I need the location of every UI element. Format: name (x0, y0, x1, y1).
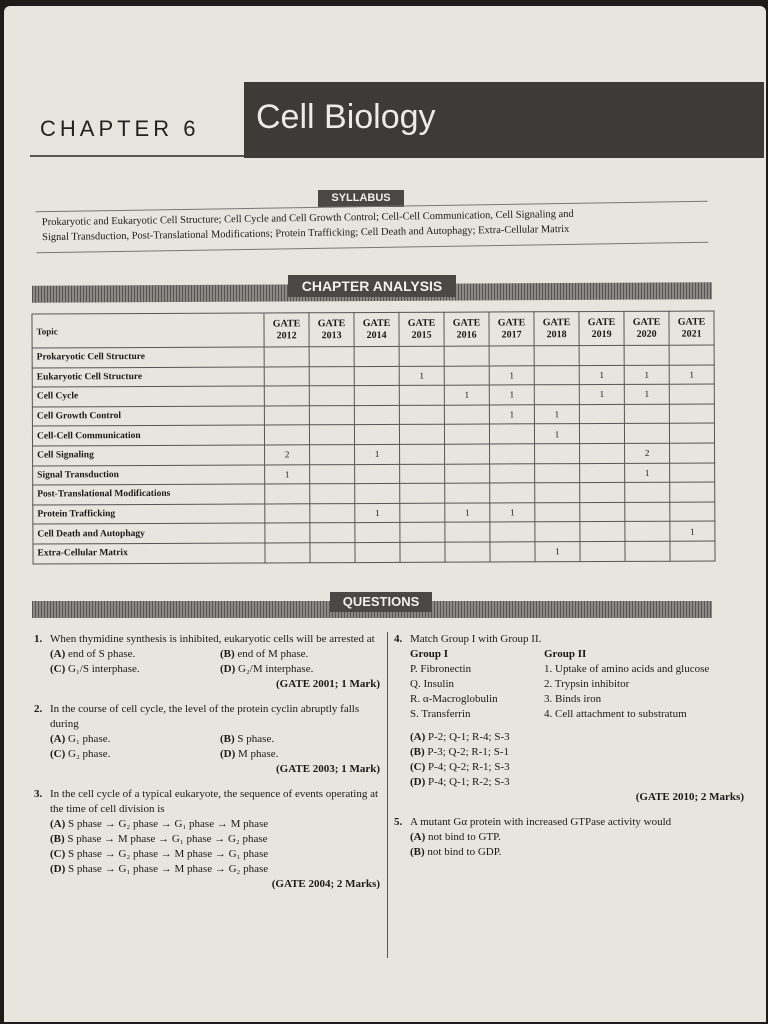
year-header: GATE 2020 (624, 311, 669, 345)
table-row (33, 541, 715, 564)
count-cell (535, 483, 580, 503)
count-cell (445, 522, 490, 542)
count-cell (310, 523, 355, 543)
count-cell: 1 (355, 503, 400, 523)
count-cell: 2 (265, 445, 310, 465)
count-cell (580, 541, 625, 561)
count-cell (534, 365, 579, 385)
count-cell (445, 464, 490, 484)
syllabus-tag: SYLLABUS (318, 190, 404, 207)
count-cell (625, 541, 670, 561)
topic-cell: Cell Cycle (32, 386, 264, 407)
question-4 (394, 632, 748, 805)
count-cell (355, 484, 400, 504)
question-reference: (GATE 2003; 1 Mark) (276, 763, 380, 775)
count-cell (625, 502, 670, 522)
option-d: (D) S phase → G₁ phase → M phase → G₂ phase (50, 863, 269, 875)
option-a: (A) P-2; Q-1; R-4; S-3 (410, 731, 510, 743)
option-b: (B) S phase. (220, 733, 275, 745)
count-cell: 1 (534, 424, 579, 444)
count-cell: 1 (579, 385, 624, 405)
questions-left-column (34, 632, 384, 902)
count-cell (399, 405, 444, 425)
count-cell (490, 463, 535, 483)
count-cell (535, 522, 580, 542)
year-header: GATE 2017 (489, 312, 534, 346)
count-cell: 1 (489, 385, 534, 405)
count-cell (309, 366, 354, 386)
count-cell (670, 443, 715, 463)
count-cell (535, 444, 580, 464)
question-reference: (GATE 2010; 2 Marks) (635, 791, 744, 803)
count-cell: 1 (444, 385, 489, 405)
count-cell: 1 (445, 503, 490, 523)
option-a: (A) G₁ phase. (50, 733, 111, 745)
count-cell (400, 542, 445, 562)
group-1-item: R. α-Macroglobulin (410, 693, 498, 705)
count-cell (309, 347, 354, 367)
question-number: 4. (394, 633, 403, 645)
option-b: (B) P-3; Q-2; R-1; S-1 (410, 746, 510, 758)
count-cell (445, 542, 490, 562)
count-cell: 1 (534, 404, 579, 424)
count-cell: 1 (355, 444, 400, 464)
question-text: When thymidine synthesis is inhibited, eukaryotic cells will be arrested at (50, 633, 375, 645)
count-cell (355, 542, 400, 562)
topic-cell: Prokaryotic Cell Structure (32, 347, 264, 368)
count-cell (399, 346, 444, 366)
question-text: Match Group I with Group II. (410, 633, 542, 645)
count-cell: 1 (625, 463, 670, 483)
count-cell (445, 444, 490, 464)
count-cell (580, 502, 625, 522)
topic-cell: Cell Growth Control (32, 406, 264, 427)
count-cell (354, 386, 399, 406)
count-cell: 2 (625, 443, 670, 463)
count-cell (490, 483, 535, 503)
count-cell (624, 424, 669, 444)
question-text: In the course of cell cycle, the level of the protein cyclin abruptly falls during (50, 703, 360, 730)
topic-cell: Post-Translational Modifications (33, 484, 265, 505)
count-cell (310, 503, 355, 523)
count-cell (310, 543, 355, 563)
count-cell (309, 425, 354, 445)
question-reference: (GATE 2004; 2 Marks) (271, 878, 380, 890)
group-2-item: 4. Cell attachment to substratum (544, 708, 687, 720)
count-cell (489, 424, 534, 444)
count-cell (264, 347, 309, 367)
question-number: 5. (394, 816, 403, 828)
topic-cell: Cell-Cell Communication (32, 425, 264, 446)
count-cell (579, 424, 624, 444)
count-cell (399, 425, 444, 445)
option-c: (C) G₂ phase. (50, 748, 111, 760)
count-cell (400, 464, 445, 484)
question-number: 1. (34, 633, 43, 645)
count-cell (444, 346, 489, 366)
chapter-underline (30, 155, 244, 157)
count-cell (669, 345, 714, 365)
option-a: (A) S phase → G₂ phase → G₁ phase → M phase (50, 818, 269, 830)
count-cell (669, 423, 714, 443)
chapter-analysis-table (31, 311, 715, 565)
count-cell (444, 424, 489, 444)
option-c: (C) P-4; Q-2; R-1; S-3 (410, 761, 510, 773)
count-cell: 1 (535, 542, 580, 562)
option-d: (D) G₂/M interphase. (220, 663, 314, 675)
column-divider (387, 632, 388, 958)
group-1-item: P. Fibronectin (410, 663, 472, 675)
option-b: (B) not bind to GDP. (410, 846, 502, 858)
count-cell (265, 523, 310, 543)
topic-cell: Cell Death and Autophagy (33, 523, 265, 544)
option-c: (C) S phase → G₂ phase → M phase → G₁ phase (50, 848, 269, 860)
count-cell (400, 444, 445, 464)
count-cell (264, 406, 309, 426)
count-cell: 1 (669, 365, 714, 385)
count-cell: 1 (489, 405, 534, 425)
syllabus-line: Signal Transduction, Post-Translational Modifications; Protein Trafficking; Cell Death and Autophagy; Extra-Cellular Matrix (42, 223, 570, 244)
question-2 (34, 702, 384, 777)
count-cell (670, 482, 715, 502)
count-cell (400, 483, 445, 503)
count-cell (535, 463, 580, 483)
count-cell: 1 (265, 464, 310, 484)
count-cell (444, 405, 489, 425)
count-cell (579, 404, 624, 424)
option-b: (B) end of M phase. (220, 648, 309, 660)
count-cell (264, 386, 309, 406)
count-cell (399, 385, 444, 405)
option-a: (A) end of S phase. (50, 648, 136, 660)
year-header: GATE 2014 (354, 312, 399, 346)
chapter-label: CHAPTER 6 (40, 116, 200, 141)
year-header: GATE 2016 (444, 312, 489, 346)
count-cell (534, 385, 579, 405)
question-number: 3. (34, 788, 43, 800)
count-cell (354, 346, 399, 366)
count-cell (264, 366, 309, 386)
count-cell: 1 (670, 521, 715, 541)
group-1-item: Q. Insulin (410, 678, 454, 690)
question-text: A mutant Gα protein with increased GTPase activity would (410, 816, 672, 828)
count-cell (535, 502, 580, 522)
analysis-title: CHAPTER ANALYSIS (288, 275, 456, 297)
count-cell (670, 502, 715, 522)
count-cell (264, 425, 309, 445)
topic-cell: Cell Signaling (33, 445, 265, 466)
year-header: GATE 2021 (669, 311, 714, 345)
count-cell (354, 425, 399, 445)
count-cell: 1 (399, 366, 444, 386)
count-cell: 1 (624, 384, 669, 404)
count-cell (580, 483, 625, 503)
count-cell (670, 463, 715, 483)
count-cell (309, 405, 354, 425)
count-cell (490, 522, 535, 542)
group-1-heading: Group I (410, 648, 449, 660)
count-cell (490, 444, 535, 464)
count-cell (445, 483, 490, 503)
count-cell (489, 346, 534, 366)
question-reference: (GATE 2001; 1 Mark) (276, 678, 380, 690)
question-text: In the cell cycle of a typical eukaryote, the sequence of events operating at the time of cell division is (50, 788, 379, 815)
match-groups (394, 647, 748, 722)
option-b: (B) S phase → M phase → G₁ phase → G₂ phase (50, 833, 268, 845)
group-2-heading: Group II (544, 648, 587, 660)
year-header: GATE 2012 (264, 313, 309, 347)
option-d: (D) M phase. (220, 748, 279, 760)
count-cell (265, 543, 310, 563)
count-cell (355, 464, 400, 484)
question-3 (34, 787, 384, 892)
count-cell: 1 (579, 365, 624, 385)
count-cell (354, 405, 399, 425)
count-cell (310, 464, 355, 484)
syllabus-line: Prokaryotic and Eukaryotic Cell Structure; Cell Cycle and Cell Growth Control; Cell-Cell Communication, Cell Signaling and (41, 208, 574, 229)
count-cell (580, 463, 625, 483)
year-header: GATE 2015 (399, 312, 444, 346)
option-c: (C) G₁/S interphase. (50, 663, 140, 675)
year-header: GATE 2019 (579, 311, 624, 345)
question-number: 2. (34, 703, 43, 715)
group-2-item: 2. Trypsin inhibitor (544, 678, 630, 690)
option-d: (D) P-4; Q-1; R-2; S-3 (410, 776, 510, 788)
questions-title: QUESTIONS (330, 592, 432, 612)
count-cell (400, 523, 445, 543)
option-a: (A) not bind to GTP. (410, 831, 501, 843)
year-header: GATE 2018 (534, 312, 579, 346)
count-cell (310, 445, 355, 465)
count-cell (310, 484, 355, 504)
count-cell: 1 (489, 365, 534, 385)
count-cell (580, 522, 625, 542)
count-cell (265, 484, 310, 504)
count-cell (400, 503, 445, 523)
count-cell (490, 542, 535, 562)
count-cell (670, 541, 715, 561)
topic-cell: Protein Trafficking (33, 504, 265, 525)
count-cell (309, 386, 354, 406)
group-2-item: 3. Binds iron (544, 693, 602, 705)
count-cell (580, 443, 625, 463)
topic-cell: Extra-Cellular Matrix (33, 543, 265, 564)
questions-right-column (394, 632, 748, 870)
table-header-row (32, 311, 714, 348)
count-cell (624, 345, 669, 365)
count-cell (625, 522, 670, 542)
count-cell (625, 482, 670, 502)
count-cell (579, 345, 624, 365)
count-cell (669, 384, 714, 404)
group-1-item: S. Transferrin (410, 708, 471, 720)
count-cell (265, 504, 310, 524)
topic-cell: Signal Transduction (33, 465, 265, 486)
count-cell (355, 523, 400, 543)
count-cell (534, 346, 579, 366)
count-cell (669, 404, 714, 424)
topic-header: Topic (32, 313, 264, 348)
year-header: GATE 2013 (309, 313, 354, 347)
question-5 (394, 815, 748, 860)
question-1 (34, 632, 384, 692)
count-cell: 1 (490, 503, 535, 523)
count-cell (444, 366, 489, 386)
count-cell (354, 366, 399, 386)
chapter-title: Cell Biology (256, 98, 436, 136)
group-2-item: 1. Uptake of amino acids and glucose (544, 663, 710, 675)
count-cell (624, 404, 669, 424)
topic-cell: Eukaryotic Cell Structure (32, 367, 264, 388)
count-cell: 1 (624, 365, 669, 385)
